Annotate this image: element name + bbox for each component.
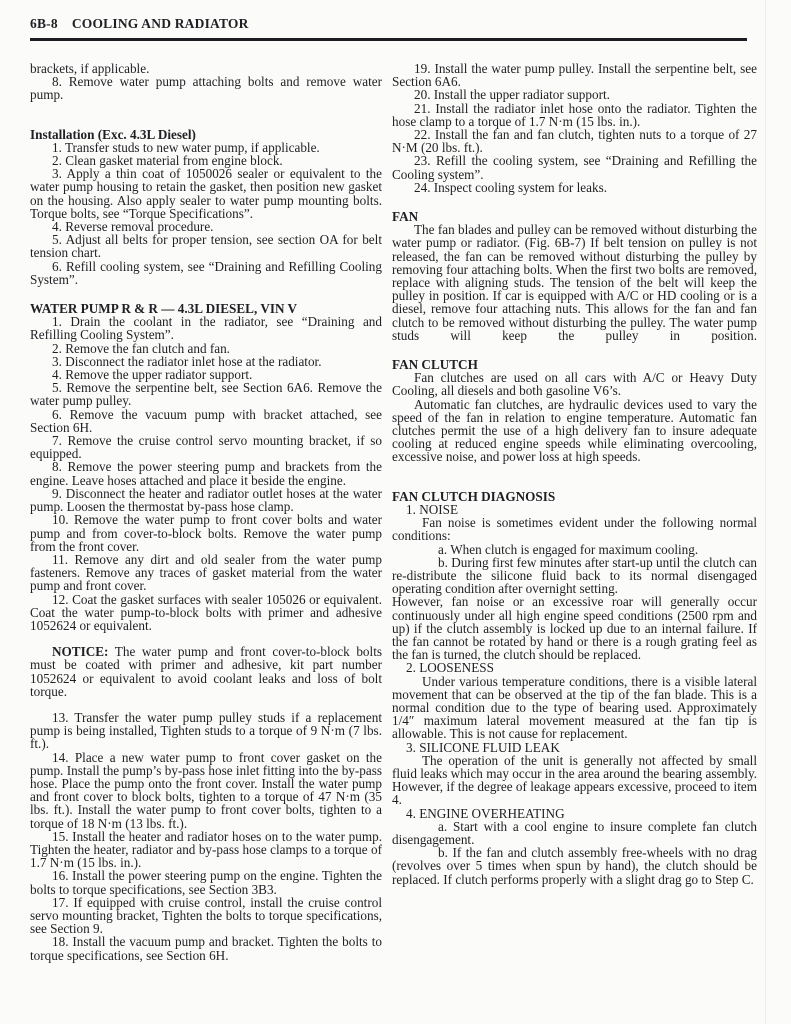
step-paragraph: 1. Transfer studs to new water pump, if applicable. xyxy=(52,139,320,155)
step-paragraph: 3. Disconnect the radiator inlet hose at the radiator. xyxy=(52,353,322,369)
step-paragraph: 10. Remove the water pump to front cover bolts and water pump and from cover-to-block bolts. Remove the water pump from the front cover. xyxy=(30,512,382,554)
section-heading: Installation (Exc. 4.3L Diesel) xyxy=(30,126,196,142)
step-paragraph: 19. Install the water pump pulley. Install the serpentine belt, see Section 6A6. xyxy=(392,61,757,90)
paragraph: brackets, if applicable. xyxy=(30,61,150,76)
paragraph: The operation of the unit is generally not affected by small fluid leaks which may occur in the area around the bearing assembly. However, if the degree of leakage appears excessive, proceed to item 4. xyxy=(392,752,757,808)
step-paragraph: 20. Install the upper radiator support. xyxy=(414,87,610,103)
step-paragraph: 14. Place a new water pump to front cover gasket on the pump. Install the pump’s by-pass hose inlet fitting into the by-pass hose. Place the pump onto the front cover. Install the water pump and front cover to block bolts, tighten to a torque of 47 N·m (35 lbs. ft.). Install the water pump to front cover bolts, tighten to a torque of 18 N·m (13 lbs. ft.). xyxy=(30,749,382,831)
page-content xyxy=(30,62,757,962)
step-paragraph: 9. Disconnect the heater and radiator outlet hoses at the water pump. Loosen the thermostat by-pass hose clamp. xyxy=(30,485,382,515)
step-paragraph: 12. Coat the gasket surfaces with sealer 105026 or equivalent. Coat the water pump-to-block bolts with primer and adhesive 1052624 or equivalent. xyxy=(30,591,382,633)
step-paragraph: 22. Install the fan and fan clutch, tighten nuts to a torque of 27 N·M (20 lbs. ft.). xyxy=(392,127,757,156)
step-paragraph: 5. Remove the serpentine belt, see Section 6A6. Remove the water pump pulley. xyxy=(30,380,382,409)
step-paragraph: 8. Remove water pump attaching bolts and remove water pump. xyxy=(30,74,382,103)
step-paragraph: Fan clutches are used on all cars with A/C or Heavy Duty Cooling, all diesels and both gasoline V6’s. xyxy=(392,370,757,399)
diagnosis-item: 1. NOISE xyxy=(406,501,459,517)
step-paragraph: 1. Drain the coolant in the radiator, see “Draining and Refilling Cooling System”. xyxy=(30,314,382,343)
notice-label: NOTICE: xyxy=(52,644,109,660)
step-paragraph: 6. Remove the vacuum pump with bracket attached, see Section 6H. xyxy=(30,406,382,435)
step-paragraph: 7. Remove the cruise control servo mounting bracket, if so equipped. xyxy=(30,433,382,462)
scan-edge-line xyxy=(765,0,766,1024)
step-paragraph: 8. Remove the power steering pump and brackets from the engine. Leave hoses attached and place it beside the engine. xyxy=(30,459,382,488)
sub-step: b. During first few minutes after start-up until the clutch can re-distribute the silicone fluid back to its normal disengaged operating condition after overnight setting. xyxy=(392,554,757,597)
sub-step: a. Start with a cool engine to insure complete fan clutch disengagement. xyxy=(392,818,757,847)
step-paragraph: 5. Adjust all belts for proper tension, see section OA for belt tension chart. xyxy=(30,232,382,261)
section-heading: WATER PUMP R & R — 4.3L DIESEL, VIN V xyxy=(30,301,298,317)
right-column xyxy=(392,62,757,962)
step-paragraph: 11. Remove any dirt and old sealer from the water pump fasteners. Remove any traces of gasket material from the water pump and front cover. xyxy=(30,551,382,594)
step-paragraph: 4. Remove the upper radiator support. xyxy=(52,367,253,383)
page-header xyxy=(30,16,747,32)
step-paragraph: 17. If equipped with cruise control, install the cruise control servo mounting bracket, Tighten the bolts to torque specifications, see Section 9. xyxy=(30,894,382,937)
step-paragraph: 2. Remove the fan clutch and fan. xyxy=(52,340,230,356)
step-paragraph: 15. Install the heater and radiator hoses on to the water pump. Tighten the heater, radiator and by-pass hose clamps to a torque of 1.7 N·m (15 lbs. in.). xyxy=(30,828,382,871)
notice-paragraph: NOTICE: The water pump and front cover-to-block bolts must be coated with primer and adhesive, kit part number 1052624 or equivalent to avoid coolant leaks and loss of bolt torque. xyxy=(30,644,382,699)
step-paragraph: 3. Apply a thin coat of 1050026 sealer or equivalent to the water pump housing to retain the gasket, then position new gasket on the housing. Also apply sealer to water pump mounting bolts. Torque bolts, see “Torque Specifications”. xyxy=(30,166,382,221)
section-heading: FAN CLUTCH xyxy=(392,357,478,373)
header-rule xyxy=(30,38,747,41)
step-paragraph: 13. Transfer the water pump pulley studs if a replacement pump is being installed, Tighten studs to a torque of 9 N·m (7 lbs. ft.). xyxy=(30,709,382,752)
step-paragraph: 4. Reverse removal procedure. xyxy=(52,219,214,235)
paragraph: However, fan noise or an excessive roar will generally occur continuously under all high engine speed conditions (2500 rpm and up) if the clutch assembly is locked up due to an internal failure. If the fan cannot be rotated by hand or there is a rough grating feel as the fan is turned, the clutch should be replaced. xyxy=(392,594,757,663)
step-paragraph: 24. Inspect cooling system for leaks. xyxy=(414,179,608,195)
section-heading: FAN xyxy=(392,209,419,225)
diagnosis-item: 3. SILICONE FLUID LEAK xyxy=(406,739,560,755)
page-number: 6B-8 xyxy=(30,16,58,31)
page-title: COOLING AND RADIATOR xyxy=(71,16,249,31)
left-column xyxy=(30,62,382,962)
sub-step: b. If the fan and clutch assembly free-wheels with no drag (revolves over 5 times when spun by hand), the clutch should be replaced. If clutch performs properly with a slight drag go to Step C. xyxy=(392,845,757,887)
diagnosis-item: 2. LOOSENESS xyxy=(406,660,494,676)
section-heading: FAN CLUTCH DIAGNOSIS xyxy=(392,488,556,504)
step-paragraph: Automatic fan clutches, are hydraulic devices used to vary the speed of the fan in relation to engine temperature. Automatic fan clutches permit the use of a high delivery fan to insure adequate cooling at reduced engine speeds while eliminating overcooling, excessive noise, and power loss at high speeds. xyxy=(392,396,757,465)
step-paragraph: 2. Clean gasket material from engine block. xyxy=(52,153,283,169)
step-paragraph: 16. Install the power steering pump on the engine. Tighten the bolts to torque specifications, see Section 3B3. xyxy=(30,868,382,897)
step-paragraph: 6. Refill cooling system, see “Draining and Refilling Cooling System”. xyxy=(30,258,382,287)
paragraph: The fan blades and pulley can be removed without disturbing the water pump or radiator. (Fig. 6B-7) If belt tension on pulley is not released, the fan can be removed without disturbing the pulley by removing four attaching bolts. When the first two bolts are removed, replace with aligning studs. The tension of the belt will keep the pulley in position. If car is equipped with A/C or HD cooling or is a diesel, remove four attaching nuts. This allows for the fan and fan clutch to be removed without disturbing the pulley. The water pump studs will keep the pulley in position. xyxy=(392,222,757,343)
paragraph: Under various temperature conditions, there is a visible lateral movement that can be observed at the tip of the fan blade. This is a normal condition due to the type of bearing used. Approximately 1/4″ maximum lateral movement measured at the fan tip is allowable. This is not cause for replacement. xyxy=(392,673,757,742)
step-paragraph: 23. Refill the cooling system, see “Draining and Refilling the Cooling system”. xyxy=(392,153,757,182)
step-paragraph: 21. Install the radiator inlet hose onto the radiator. Tighten the hose clamp to a torque of 1.7 N·m (15 lbs. in.). xyxy=(392,100,757,129)
step-paragraph: 18. Install the vacuum pump and bracket. Tighten the bolts to torque specifications, see Section 6H. xyxy=(30,934,382,963)
diagnosis-item: 4. ENGINE OVERHEATING xyxy=(406,805,565,821)
paragraph: Fan noise is sometimes evident under the following normal conditions: xyxy=(392,515,757,544)
sub-step: a. When clutch is engaged for maximum cooling. xyxy=(438,541,699,557)
